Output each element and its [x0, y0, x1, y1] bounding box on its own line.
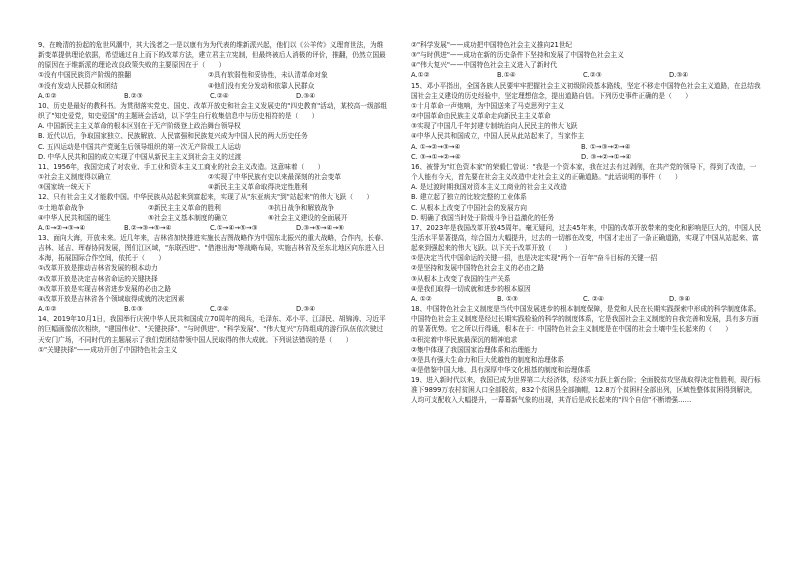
- question-18-stem: 18、中国特色社会主义制度是当代中国发展进步的根本制度保障，是党和人民在长期实践探索中形成的科学制度体系。中国特色社会主义制度是经过长期实践检验的科学的制度体系，它是我国社会主义制度的自我完善和发展，具有多方面的显著优势。它之所以行得通，根本在于：中国特色社会主义制度是在中国的社会土壤中生长起来的（ ）: [411, 305, 761, 334]
- left-column: [38, 40, 388, 355]
- question-12-stem: 12、只有社会主义才能救中国。中华民族从站起来到富起来，实现了从"东亚病夫"到"站起来"的伟大飞跃（ ）: [38, 193, 374, 202]
- q14-choice-b: B.①④: [497, 71, 516, 80]
- q11-option-4: ④新民主主义革命取得决定性胜利: [208, 183, 308, 192]
- q17-choice-c: C. ②④: [583, 294, 604, 303]
- question-17-stem: 17、2023年是我国改革开放45周年。毫无疑问，过去45年来，中国的改革开放带来的变化和影响是巨大的，中国人民生活水平显著提高，综合国力大幅提升，过去的一切都在改变，中国才走出了一条正确道路，实现了中国从站起来、富起来到强起来的伟大飞跃。以下关于改革开放（ ）: [411, 223, 762, 253]
- q16-option-b: B. 建立起了独立的比较完整的工业体系: [411, 193, 527, 202]
- question-14-choices: [411, 70, 763, 80]
- q15-option-1: ①十月革命一声炮响，为中国送来了马克思列宁主义: [411, 101, 565, 110]
- q9-choice-b: B.②③: [124, 91, 143, 100]
- q16-option-d: D. 明确了我国当时处于阶级斗争日益激化的任务: [411, 213, 555, 222]
- q15-option-3: ③实现了中国几千年封建专制统治向人民民主的伟大飞跃: [411, 122, 578, 131]
- q13-option-3: ③改革开放是实现吉林省进步发展的必由之路: [38, 284, 172, 293]
- q17-option-1: ①是决定当代中国命运的关键一招，也是决定实现"两个一百年"奋斗目标的关键一招: [411, 254, 658, 263]
- q12-choice-b: B.②→③→⑤→④: [124, 223, 172, 232]
- question-15-choices-row1: [411, 142, 763, 152]
- q17-option-3: ③从根本上改变了我国的生产关系: [411, 274, 511, 283]
- q18-option-1: ①积淀着中华民族最深沉的精神追求: [411, 335, 518, 344]
- q12-option-3: ③抗日战争和解放战争: [268, 203, 335, 212]
- q13-choice-a: A.①②: [38, 305, 57, 314]
- q18-option-4: ④是借鉴中国大地、具有深厚中华文化根基的制度和治理体系: [411, 366, 591, 374]
- question-11-options: [38, 172, 388, 192]
- right-column: [411, 40, 763, 406]
- question-15-stem: 15、邓小平指出，全国各族人民要牢牢把握社会主义初级阶段基本路线，坚定不移走中国特色社会主义道路，在总结我国社会主义建设的历史经验中，坚定理想信念，提出道路自信。下列历史事件正确的是（ ）: [411, 81, 761, 100]
- q14-choice-a: A.①②: [411, 71, 430, 80]
- question-11-stem: 11、1956年，我国完成了对农业、手工业和资本主义工商业的社会主义改造。这意味着（ ）: [38, 162, 325, 171]
- q14-option-1: ①"关键抉择"——成功开创了中国特色社会主义: [38, 345, 178, 354]
- q9-choice-a: A.①②: [38, 91, 57, 100]
- q15-option-4: ④中华人民共和国成立，中国人民从此站起来了，当家作主: [411, 132, 585, 141]
- question-15-choices-row2: [411, 152, 763, 162]
- question-13-stem: 13、面向大海，开放未来。近几年来，吉林省加快推进实施长吉图战略作为中国东北振兴的重大战略，合作内，长春、吉林、延吉、珲春协同发展，图们江区域，"东联西进"、"借港出海"等战略布局，实施吉林省及至东北地区向东进入日本海，拓展国际合作空间，依托于（ ）: [38, 233, 388, 263]
- question-13-choices: [38, 304, 388, 314]
- q18-option-3: ③是具有强大生命力和巨大优越性的制度和治理体系: [411, 355, 565, 364]
- q12-choice-a: A.①→②→③→④: [38, 223, 86, 232]
- question-17-choices: [411, 294, 763, 304]
- q15-choice-d: D. ③→②→①→④: [581, 152, 632, 161]
- q12-choice-d: D.③→⑤→④→⑥: [296, 223, 345, 232]
- q12-option-6: ⑥社会主义建设的全面展开: [268, 213, 348, 222]
- q11-option-3: ③国家统一统天下: [38, 183, 91, 192]
- q13-option-2: ②改革开放是决定吉林省命运的关键抉择: [38, 274, 158, 283]
- question-12-options-row1: [38, 203, 388, 213]
- q17-choice-b: B. ①③: [497, 294, 518, 303]
- question-19-stem: 19、进入新时代以来，我国已成为世界第二大经济体，经济实力跃上新台阶；全面脱贫攻坚战取得决定性胜利，现行标准下9899万农村贫困人口全部脱贫，832个贫困县全部摘帽，12.8万个贫困村全部出列，区域性整体贫困得到解决，人均可支配收入大幅提升，一幕幕新气象的出现，其背后是成长起来的"四个自信"不断增强……: [411, 376, 761, 405]
- q13-choice-b: B.①③: [124, 305, 143, 314]
- q13-choice-c: C.②④: [210, 305, 229, 314]
- question-14-stem: 14、2019年10月1日，我国举行庆祝中华人民共和国成立70周年的阅兵，毛泽东、邓小平、江泽民、胡锦涛、习近平的巨幅画像依次相续，"建国伟业"、"关键抉择"、"与时俱进"、"科学发展"、"伟大复兴"方阵组成的游行队伍依次驶过天安门广场，不同时代的主题展示了我们党团结带领中国人民取得的伟大成就。下列说法错误的是（ ）: [38, 315, 386, 344]
- q11-option-2: ②实现了中华民族有史以来最深刻的社会变革: [208, 173, 342, 182]
- q14-option-2: ②"科学发展"——成功把中国特色社会主义推向21世纪: [411, 41, 573, 49]
- q12-choice-c: C.①→④→⑤→③: [210, 223, 258, 232]
- question-10-stem: 10、历史是最好的教科书。为贯彻落实党史、国史、改革开放史和社会主义发展史的"四史教育"活动，某校高一级部组织了"知史爱党，知史爱国"的主题班会活动，以下学生自行收集信息中与历史相符的是（ ）: [38, 101, 388, 121]
- q9-option-1: ①没有中国民族资产阶级的推翻: [38, 71, 131, 80]
- q14-option-4: ④"伟大复兴"——中国特色社会主义进入了新时代: [411, 61, 557, 70]
- q17-option-4: ④是我们取得一切成就和进步的根本原因: [411, 284, 531, 293]
- question-16-stem: 16、被誉为"红色资本家"的荣毅仁曾说："我是一个资本家，我在过去有过剥削，在共产党的领导下，得到了改造，一个人能有今天，首先要在社会主义改造中走社会主义的正确道路。"此话说明的事件（ ）: [411, 162, 757, 182]
- q15-choice-a: A. ①→②→③→④: [411, 142, 461, 151]
- question-12-options-row2: [38, 213, 388, 223]
- q10-option-c: C. 五四运动是中国共产党诞生后领导组织的第一次无产阶级工人运动: [38, 142, 241, 151]
- q13-option-1: ①改革开放是推动吉林省发展的根本动力: [38, 264, 158, 273]
- q17-choice-a: A. ①②: [411, 294, 432, 303]
- q18-option-2: ②集中体现了我国国家治理体系和治理能力: [411, 345, 538, 354]
- q9-option-4: ④他们没有充分发动和依靠人民群众: [208, 81, 315, 90]
- q9-choice-c: C.②④: [210, 91, 229, 100]
- q14-choice-d: D.③④: [669, 71, 689, 80]
- q16-option-c: C. 从根本上改变了中国社会的发展方向: [411, 203, 527, 212]
- q10-option-d: D. 中华人民共和国的成立实现了中国从新民主主义到社会主义的过渡: [38, 152, 242, 161]
- q9-option-3: ③没有发动人民群众和团结: [38, 81, 118, 90]
- question-9-choices: [38, 91, 388, 101]
- q16-option-a: A. 是过渡时期我国对资本主义工商业的社会主义改造: [411, 183, 567, 192]
- q10-option-a: A. 中国新民主主义革命的根本区别在于无产阶级登上政治舞台领导权: [38, 122, 241, 131]
- question-9-options: [38, 70, 388, 90]
- q14-choice-c: C.②③: [583, 71, 602, 80]
- q11-option-1: ①社会主义制度得以确立: [38, 173, 111, 182]
- q14-option-3: ③"与时俱进"——成功在新的历史条件下坚持和发展了中国特色社会主义: [411, 51, 624, 60]
- q12-option-1: ①土地革命战争: [38, 203, 85, 212]
- q9-choice-d: D.③④: [296, 91, 316, 100]
- q13-choice-d: D.③④: [296, 305, 316, 314]
- question-12-choices: [38, 223, 388, 233]
- q17-option-2: ②是坚持和发展中国特色社会主义的必由之路: [411, 264, 545, 273]
- question-9-stem: 9、在晚清的扮起的危世风潮中，其大浅者之一是以康有为为代表的维新派兴起，他们以《公羊传》义理育世法，为维新变革提供理论依据，希望通过自上而下的改革方法，建立君主立宪制，但最终被后人消极的评价，推翻，仍然立国最的原因在于维新派的理论改良政策失败的主要原因在于（ ）: [38, 41, 386, 70]
- q12-option-2: ②新民主主义革命的胜利: [148, 203, 221, 212]
- q12-option-5: ⑤社会主义基本制度的确立: [148, 213, 228, 222]
- q10-option-b: B. 近代以后，争取国家独立、民族解放、人民富强和民族复兴成为中国人民的两大历史任务: [38, 132, 308, 141]
- q13-option-4: ④改革开放是吉林省各个领域取得成就的决定因素: [38, 294, 185, 303]
- q9-option-2: ②具有软弱性和妥协性，未认清革命对象: [208, 71, 328, 80]
- q15-choice-c: C. ③→①→②→④: [411, 152, 461, 161]
- q17-choice-d: D. ③④: [669, 294, 691, 303]
- q15-option-2: ②中国革命由民族主义革命走向新民主主义革命: [411, 112, 551, 121]
- q15-choice-b: B. ①→③→②→④: [581, 142, 631, 151]
- q12-option-4: ④中华人民共和国的诞生: [38, 213, 111, 222]
